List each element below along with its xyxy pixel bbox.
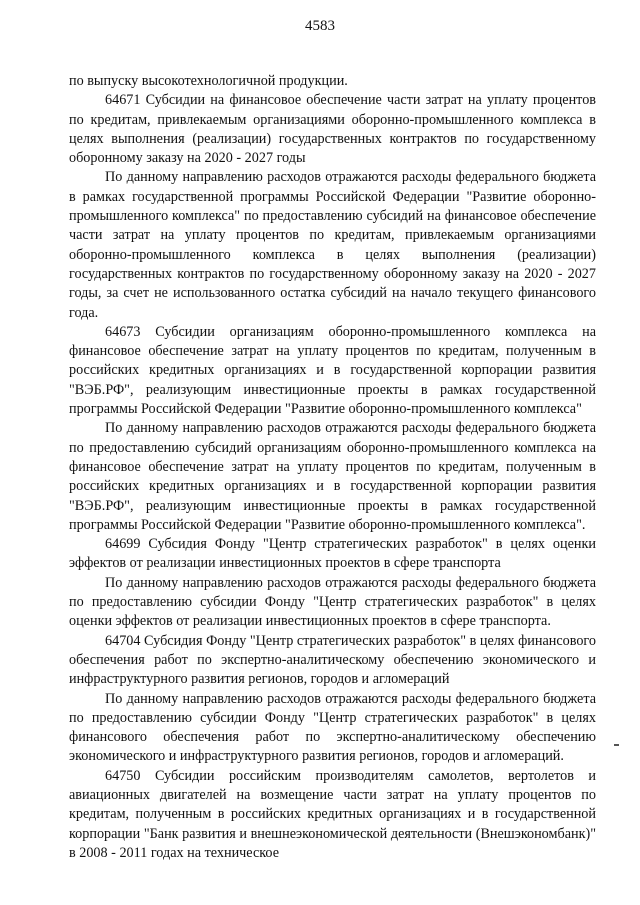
paragraph-continuation: по выпуску высокотехнологичной продукции. xyxy=(69,73,348,89)
paragraph-description-64673: По данному направлению расходов отражаются расходы федерального бюджета по предоставлению субсидий организациям оборонно-промышленного комплекса на финансовое обеспечение затрат на уплату процентов по кредитам, полученным в российских кредитных организациях и в государственной корпорации развития "ВЭБ.РФ", реализующим инвестиционные проекты в рамках государственной программы Российской Федерации "Развитие оборонно-промышленного комплекса". xyxy=(69,420,596,533)
page-number: 4583 xyxy=(305,18,335,34)
paragraph-description-64699: По данному направлению расходов отражаются расходы федерального бюджета по предоставлению субсидии Фонду "Центр стратегических разработок" в целях оценки эффектов от реализации инвестиционных проектов в сфере транспорта. xyxy=(69,574,596,630)
paragraph-heading-64704: 64704 Субсидия Фонду "Центр стратегических разработок" в целях финансового обеспечения работ по экспертно-аналитическому обеспечению экономического и инфраструктурного развития регионов, городов и агломераций xyxy=(69,632,596,688)
document-body xyxy=(69,72,596,863)
paragraph-description-64704: По данному направлению расходов отражаются расходы федерального бюджета по предоставлению субсидии Фонду "Центр стратегических разработок" в целях финансового обеспечения работ по экспертно-аналитическому обеспечению экономического и инфраструктурного развития регионов, городов и агломераций. xyxy=(69,690,596,765)
paragraph-heading-64699: 64699 Субсидия Фонду "Центр стратегических разработок" в целях оценки эффектов от реализации инвестиционных проектов в сфере транспорта xyxy=(69,536,596,572)
paragraph-heading-64673: 64673 Субсидии организациям оборонно-промышленного комплекса на финансовое обеспечение затрат на уплату процентов по кредитам, полученным в российских кредитных организациях и в государственной корпорации развития "ВЭБ.РФ", реализующим инвестиционные проекты в рамках государственной программы Российской Федерации "Развитие оборонно-промышленного комплекса" xyxy=(69,323,596,418)
paragraph-description-64671: По данному направлению расходов отражаются расходы федерального бюджета в рамках государственной программы Российской Федерации "Развитие оборонно-промышленного комплекса" по предоставлению субсидий на финансовое обеспечение части затрат на уплату процентов по кредитам, привлекаемым организациями оборонно-промышленного комплекса в целях выполнения (реализации) государственных контрактов по государственному оборонному заказу на 2020 - 2027 годы, за счет не использованного остатка субсидий на начало текущего финансового года. xyxy=(69,169,596,321)
paragraph-heading-64750: 64750 Субсидии российским производителям самолетов, вертолетов и авиационных двигателей на возмещение части затрат на уплату процентов по кредитам, полученным в российских кредитных организациях и в государственной корпорации "Банк развития и внешнеэкономической деятельности (Внешэкономбанк)" в 2008 - 2011 годах на техническое xyxy=(69,767,596,861)
paragraph-heading-64671: 64671 Субсидии на финансовое обеспечение части затрат на уплату процентов по кредитам, привлекаемым организациями оборонно-промышленного комплекса в целях выполнения (реализации) государственных контрактов по государственному оборонному заказу на 2020 - 2027 годы xyxy=(69,92,596,167)
scan-mark xyxy=(614,744,619,746)
